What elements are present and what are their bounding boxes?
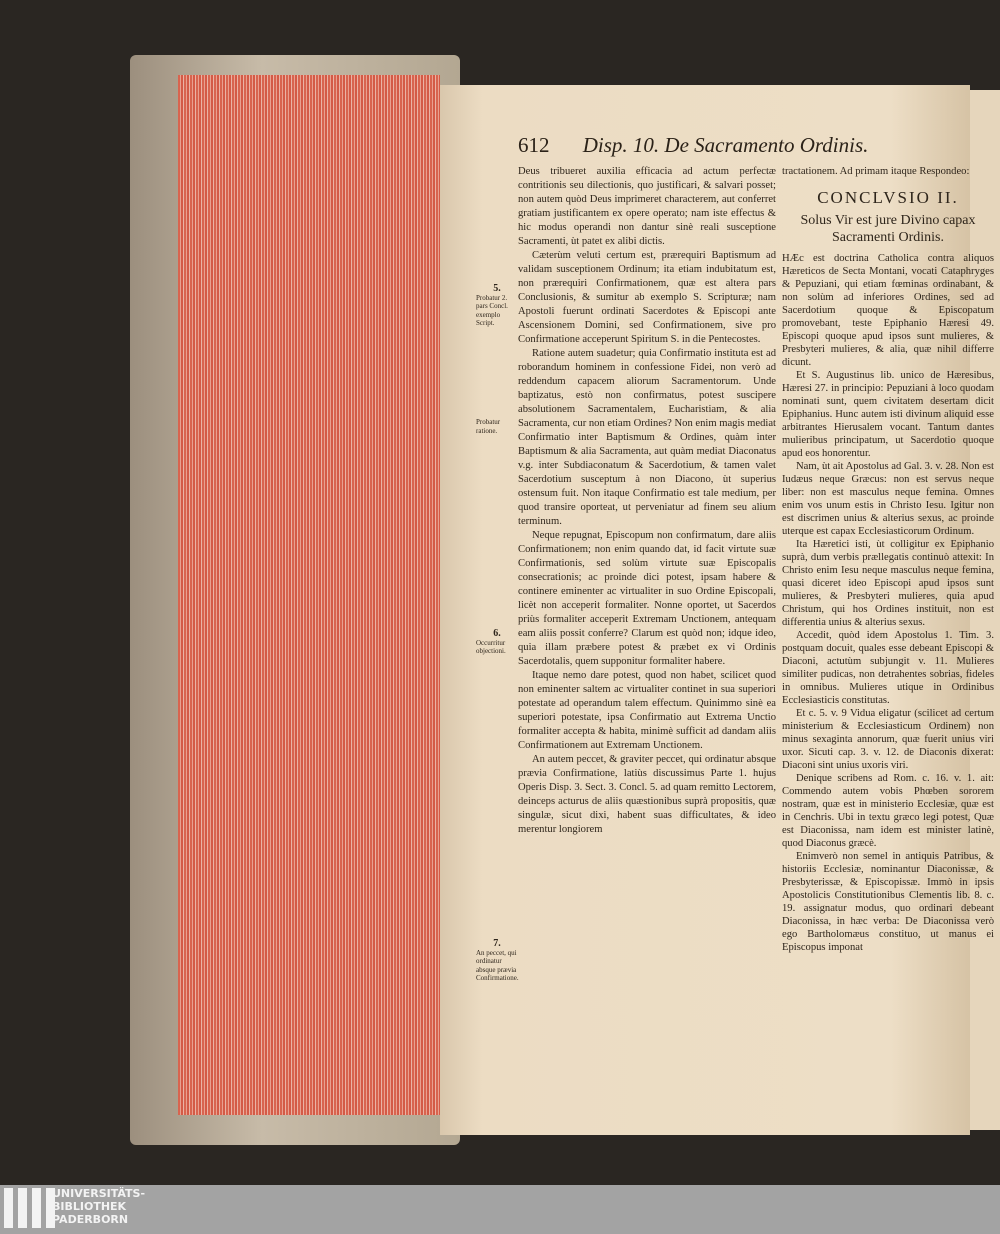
note-text: Probatur ratione.: [476, 418, 501, 435]
page-number: 612: [518, 133, 550, 157]
paragraph: Denique scribens ad Rom. c. 16. v. 1. ait: Commendo autem vobis Phœben sororem nostram, quæ est in ministerio Ecclesiæ, quæ est in Cenchris. Ubi in textu græco legi potest, Quæ est Diaconissa, nam idem est minister latinè, quod Diaconus græcè.: [782, 773, 994, 849]
page-edges-red: [178, 75, 440, 1115]
note-text: Probatur 2. pars Concl. exemplo Script.: [476, 293, 508, 327]
paragraph: HÆc est doctrina Catholica contra aliquos Hæreticos de Secta Montani, vocati Cataphryges & Pepuziani, qui etiam fœminas ordinabant, & non solùm ad inferiores Ordines, sed ad Sacerdotium quoque & Episcopatum promovebant, teste Epiphanio Hæresi 49. Episcopi quoque apud ipsos sunt mulieres, & Presbyteri mulieres, & alia, quæ nihil differre dicunt.: [782, 253, 994, 368]
paragraph: Ratione autem suadetur; quia Confirmatio instituta est ad roborandum hominem in confessione Fidei, non verò ad reddendum capacem aliorum Sacramentorum. Unde baptizatus, estò non confirmatus, potest suscipere absolutionem Sacramentalem, Eucharistiam, & alia Sacramenta, cur non etiam Ordines? Non enim magis mediat Confirmatio inter Baptismum & Ordines, quàm inter Baptismum & alia Sacramenta, aut quàm mediat Diaconatus v.g. inter Subdiaconatum & Sacerdotium, & tamen valet Sacerdotium susceptum à non Diacono, ùt superius ostensum fuit. Non itaque Confirmatio est tale medium, per quod transire oporteat, ut perveniatur ad finem seu alium terminum.: [518, 348, 776, 527]
library-name-line: BIBLIOTHEK: [52, 1200, 127, 1213]
note-number: 5.: [493, 283, 501, 294]
paragraph: An autem peccet, & graviter peccet, qui ordinatur absque prævia Confirmatione, latiùs discussimus Parte 1. hujus Operis Disp. 3. Sect. 3. Concl. 5. ad quam remitto Lectorem, deinceps acturus de aliis quæstionibus suprà propositis, quæ singulæ, sicut dixi, habent suas difficultates, & ideo merentur longiorem: [518, 754, 776, 835]
margin-note: [476, 940, 518, 983]
thesis: Solus Vir est jure Divino capax Sacramenti Ordinis.: [800, 213, 976, 245]
conclusion-title: CONCLVSIO II.: [817, 188, 959, 207]
paragraph: Deus tribueret auxilia efficacia ad actum perfectæ contritionis seu dilectionis, quo justificari, & salvari posset; non autem quòd Deus imprimeret characterem, aut conferret gratiam justificantem ex opere operato; nam iste effectus & hic modus operandi non dantur sinè reali susceptione Sacramenti, ùt patet ex alibi dictis.: [518, 166, 776, 247]
library-footer: [0, 1185, 1000, 1234]
note-number: 6.: [493, 628, 501, 639]
library-name: [52, 1187, 145, 1226]
note-text: Occurritur objectioni.: [476, 638, 506, 655]
running-title: Disp. 10. De Sacramento Ordinis.: [582, 133, 869, 157]
note-text: An peccet, qui ordinatur absque prævia Confirmatione.: [476, 948, 519, 982]
library-name-line: UNIVERSITÄTS-: [52, 1187, 146, 1200]
margin-note: [476, 630, 518, 656]
paragraph: Ita Hæretici isti, ùt colligitur ex Epiphanio suprà, dum verbis prællegatis continuò attexit: In Christo enim Iesu neque masculus neque femina, quasi diceret ideo Episcopi apud ipsos sunt mulieres, & Presbyteri mulieres, quia apud Christum, qui hos Ordines instituit, non est differentia unius & alterius sexus.: [782, 539, 994, 628]
paragraph: Et c. 5. v. 9 Vidua eligatur (scilicet ad certum ministerium & Ecclesiasticum Ordinem) non minus sexaginta annorum, quæ fuerit unius viri uxor. Sicuti cap. 3. v. 12. de Diaconis dixerat: Diaconi sint unius uxoris viri.: [782, 708, 994, 771]
page-header: [518, 133, 868, 158]
paragraph: Nam, ùt ait Apostolus ad Gal. 3. v. 28. Non est Iudæus neque Græcus: non est servus neque liber: non est masculus neque femina. Omnes enim vos unum estis in Christo Iesu. Igitur non est discrimen unius & alterius sexus, ac proinde uterque est capax Ecclesiasticorum Ordinum.: [782, 461, 994, 537]
paragraph: Accedit, quòd idem Apostolus 1. Tim. 3. postquam docuit, quales esse debeant Episcopi & Diaconi, actutùm subjungit v. 11. Mulieres similiter pudicas, non detrahentes sobrias, fideles in omnibus. Mulieres utique in Ordinibus Ecclesiasticis constitutas.: [782, 630, 994, 706]
paragraph: Et S. Augustinus lib. unico de Hæresibus, Hæresi 27. in principio: Pepuziani à loco quodam nominati sunt, quem civitatem desertam dicit Epiphanius. Hunc autem isti divinum aliquid esse arbitrantes Hierusalem vocant. Tantum dantes mulieribus principatum, ut Sacerdotio quoque apud eos honorentur.: [782, 370, 994, 459]
note-number: 7.: [493, 938, 501, 949]
left-column: [518, 165, 776, 837]
library-name-line: PADERBORN: [52, 1213, 129, 1226]
paragraph: Neque repugnat, Episcopum non confirmatum, dare aliis Confirmationem; non enim quando dat, id facit virtute suæ Confirmationis, sed solùm virtute suæ Episcopalis consecrationis; ac proinde dici potest, ipsam habere & continere eminenter ac virtualiter in suo Ordine Episcopali, licèt non acceperit formaliter. Nonne oportet, ut Sacerdos priùs formaliter acceperit Extremam Unctionem, antequam eam aliis possit conferre? Clarum est quòd non; idque ideo, quia illam præbere potest & præbet ex vi Ordinis Sacerdotalis, quem supponitur formaliter habere.: [518, 530, 776, 667]
paragraph: Enimverò non semel in antiquis Patribus, & historiis Ecclesiæ, nominantur Diaconissæ, & Presbyterissæ, & Episcopissæ. Immò in ipsis Apostolicis Constitutionibus Clementis lib. 8. c. 19. assignatur modus, quo ordinari debeant Diaconissa, in hæc verba: De Diaconissa verò ego Bartholomæus constituo, ut manus ei Episcopus imponat: [782, 851, 994, 953]
library-logo-icon: [4, 1188, 55, 1228]
margin-note: [476, 418, 518, 435]
paragraph: Itaque nemo dare potest, quod non habet, scilicet quod non eminenter saltem ac virtualiter continet in sua superiori potestate ad operandum talem effectum. Quinimmo sinè ea superiori potestate, ipsa Confirmatio aut Extrema Unctio formaliter accepta & habita, minimè sufficit ad dandam aliis Confirmationem aut Extremam Unctionem.: [518, 670, 776, 751]
intro-text: tractationem. Ad primam itaque Respondeo:: [782, 166, 970, 177]
paragraph: Cæterùm veluti certum est, prærequiri Baptismum ad validam susceptionem Ordinum; ita etiam indubitatum est, non prærequiri Confirmationem, quæ est altera pars Conclusionis, & sumitur ab exemplo S. Scripturæ; nam Apostoli fuerunt ordinati Sacerdotes & Episcopi ante Ascensionem Domini, sed Confirmationem, sive pro Confirmatione acceperunt Spiritum S. in die Pentecostes.: [518, 250, 776, 345]
right-column: [782, 165, 994, 954]
margin-note: [476, 285, 518, 328]
